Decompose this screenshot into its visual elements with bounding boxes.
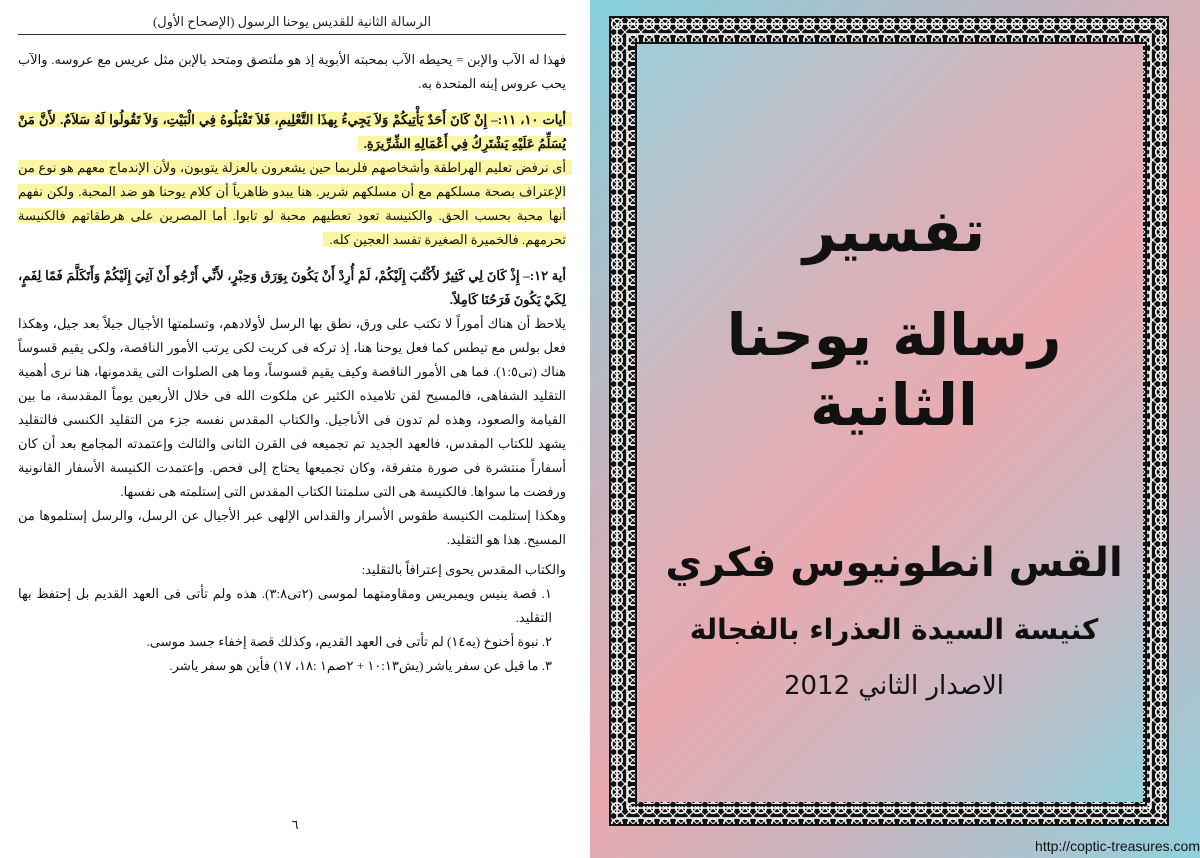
tradition-paragraph: وهكذا إستلمت الكنيسة طقوس الأسرار والقداس الإلهى عبر الأجيال عن الرسل، والرسل إستلموها من المسيح. هذا هو التقليد. [18, 508, 566, 547]
verse-10-11-paragraph [18, 108, 566, 156]
running-header: الرسالة الثانية للقديس يوحنا الرسول (الإصحاح الأول) [18, 14, 566, 35]
verse-12: أية ١٢:– إِذْ كَانَ لِي كَثِيرٌ لأَكْتُبَ إِلَيْكُمْ، لَمْ أُرِدْ أَنْ يَكُونَ بِوَرَق وَحِبْرٍ، لأَنِّي أَرْجُو أَنْ آتِيَ إِلَيْكُمْ وَأَتَكَلَّمَ فَمًا لِفَمٍ، لِكَيْ يَكُونَ فَرَحُنَا كَامِلاً. [18, 268, 566, 307]
paragraph-intro: فهذا له الآب والإبن = يحيطه الآب بمحبته الأبوية إذ هو ملتصق ومتحد بالإبن مثل عريس مع عروسه. والآب يحب عروس إبنه المتحدة به. [18, 52, 566, 91]
website-url[interactable]: http://coptic-treasures.com [1035, 838, 1200, 854]
cover-church: كنيسة السيدة العذراء بالفجالة [689, 613, 1099, 646]
page-number: ٦ [291, 817, 299, 832]
body-text [18, 48, 566, 678]
commentary-10-11: أى نرفض تعليم الهراطقة وأشخاصهم فلربما حين يشعرون بالعزلة يتوبون، ولأن الإندماج معهم هو نوع من الإعتراف بصحة مسلكهم مع أن مسلكهم شرير. هنا يبدو ظاهرياً أن كلام يوحنا هو ضد المحبة. ولكن نفهم أنها محبة بحسب الحق. والكنيسة تعود تعطيهم محبة لو تابوا. أما المصرين على هرطقاتهم فالكنيسة تحرمهم. فالخميرة الصغيرة تفسد العجين كله. [18, 160, 566, 247]
commentary-12: يلاحظ أن هناك أموراً لا تكتب على ورق، نطق بها الرسل لأولادهم، وتسلمتها الأجيال جيلاً بعد جيل، وهكذا فعل بولس مع تيطس كما فعل يوحنا هنا، إذ تركه فى كريت لكى يرتب الأمور الناقصة، ولكى يقيم قسوساً هناك (تى١:٥). فما هى الأمور الناقصة وكيف يقيم قسوساً، وما هى الصلوات التى يقدمونها، هنا نرى أهمية التقليد الشفاهى، فالمسيح لقن تلاميذه الكثير عن ملكوت الله فى خلال الأربعين يوماً المقدسة، ما بين القيامة والصعود، وهذه لم تدون فى الأناجيل. والكتاب المقدس نفسه جزء من التقليد الكنسى فالتقليد يشهد للكتاب المقدس، فالعهد الجديد تم تجميعه فى القرن الثانى والثالث وإعتمدته المجامع بعد أن كان أسفاراً منتشرة فى صورة متفرقة، وكان تجميعها يحتاج إلى فحص. وإعتمدت الكنيسة الأسفار القانونية ورفضت ما سواها. فالكنيسة هى التى سلمتنا الكتاب المقدس التى إستلمته هى نفسها. [18, 316, 566, 499]
cover-author: القس انطونيوس فكري [665, 540, 1123, 586]
commentary-10-11-paragraph [18, 156, 566, 252]
list-item-3: ٣. ما قيل عن سفر ياشر (يش١٠:١٣ + ٢صم١ :١٨، ١٧) فأين هو سفر ياشر. [169, 658, 552, 673]
book-cover [590, 0, 1200, 858]
list-item-2: ٢. نبوة أخنوخ (يه١٤) لم تأتى فى العهد القديم، وكذلك قصة إخفاء جسد موسى. [146, 634, 552, 649]
cover-title-line1: تفسير [802, 197, 986, 265]
cover-title-line2: رسالة يوحنا الثانية [726, 301, 1062, 439]
verse-10-11: أيات ١٠، ١١:– إِنْ كَانَ أَحَدٌ يَأْتِيكُمْ وَلاَ يَجِيءُ بِهذَا التَّعْلِيمِ، فَلاَ تَقْبَلُوهُ فِي الْبَيْتِ، وَلاَ تَقُولُوا لَهُ سَلاَمٌ. لأَنَّ مَنْ يُسَلِّمُ عَلَيْهِ يَشْتَرِكُ فِي أَعْمَالِهِ الشِّرِّيرَةِ. [18, 112, 566, 151]
cover-edition: الاصدار الثاني 2012 [783, 671, 1005, 701]
list-intro: والكتاب المقدس يحوى إعترافاً بالتقليد: [361, 562, 566, 577]
document-page [0, 0, 590, 858]
list-item-1: ١. قصة ينيس ويمبريس ومقاومتهما لموسى (٢تى٣:٨). هذه ولم تأتى فى العهد القديم بل إحتفظ بها التقليد. [18, 586, 552, 625]
